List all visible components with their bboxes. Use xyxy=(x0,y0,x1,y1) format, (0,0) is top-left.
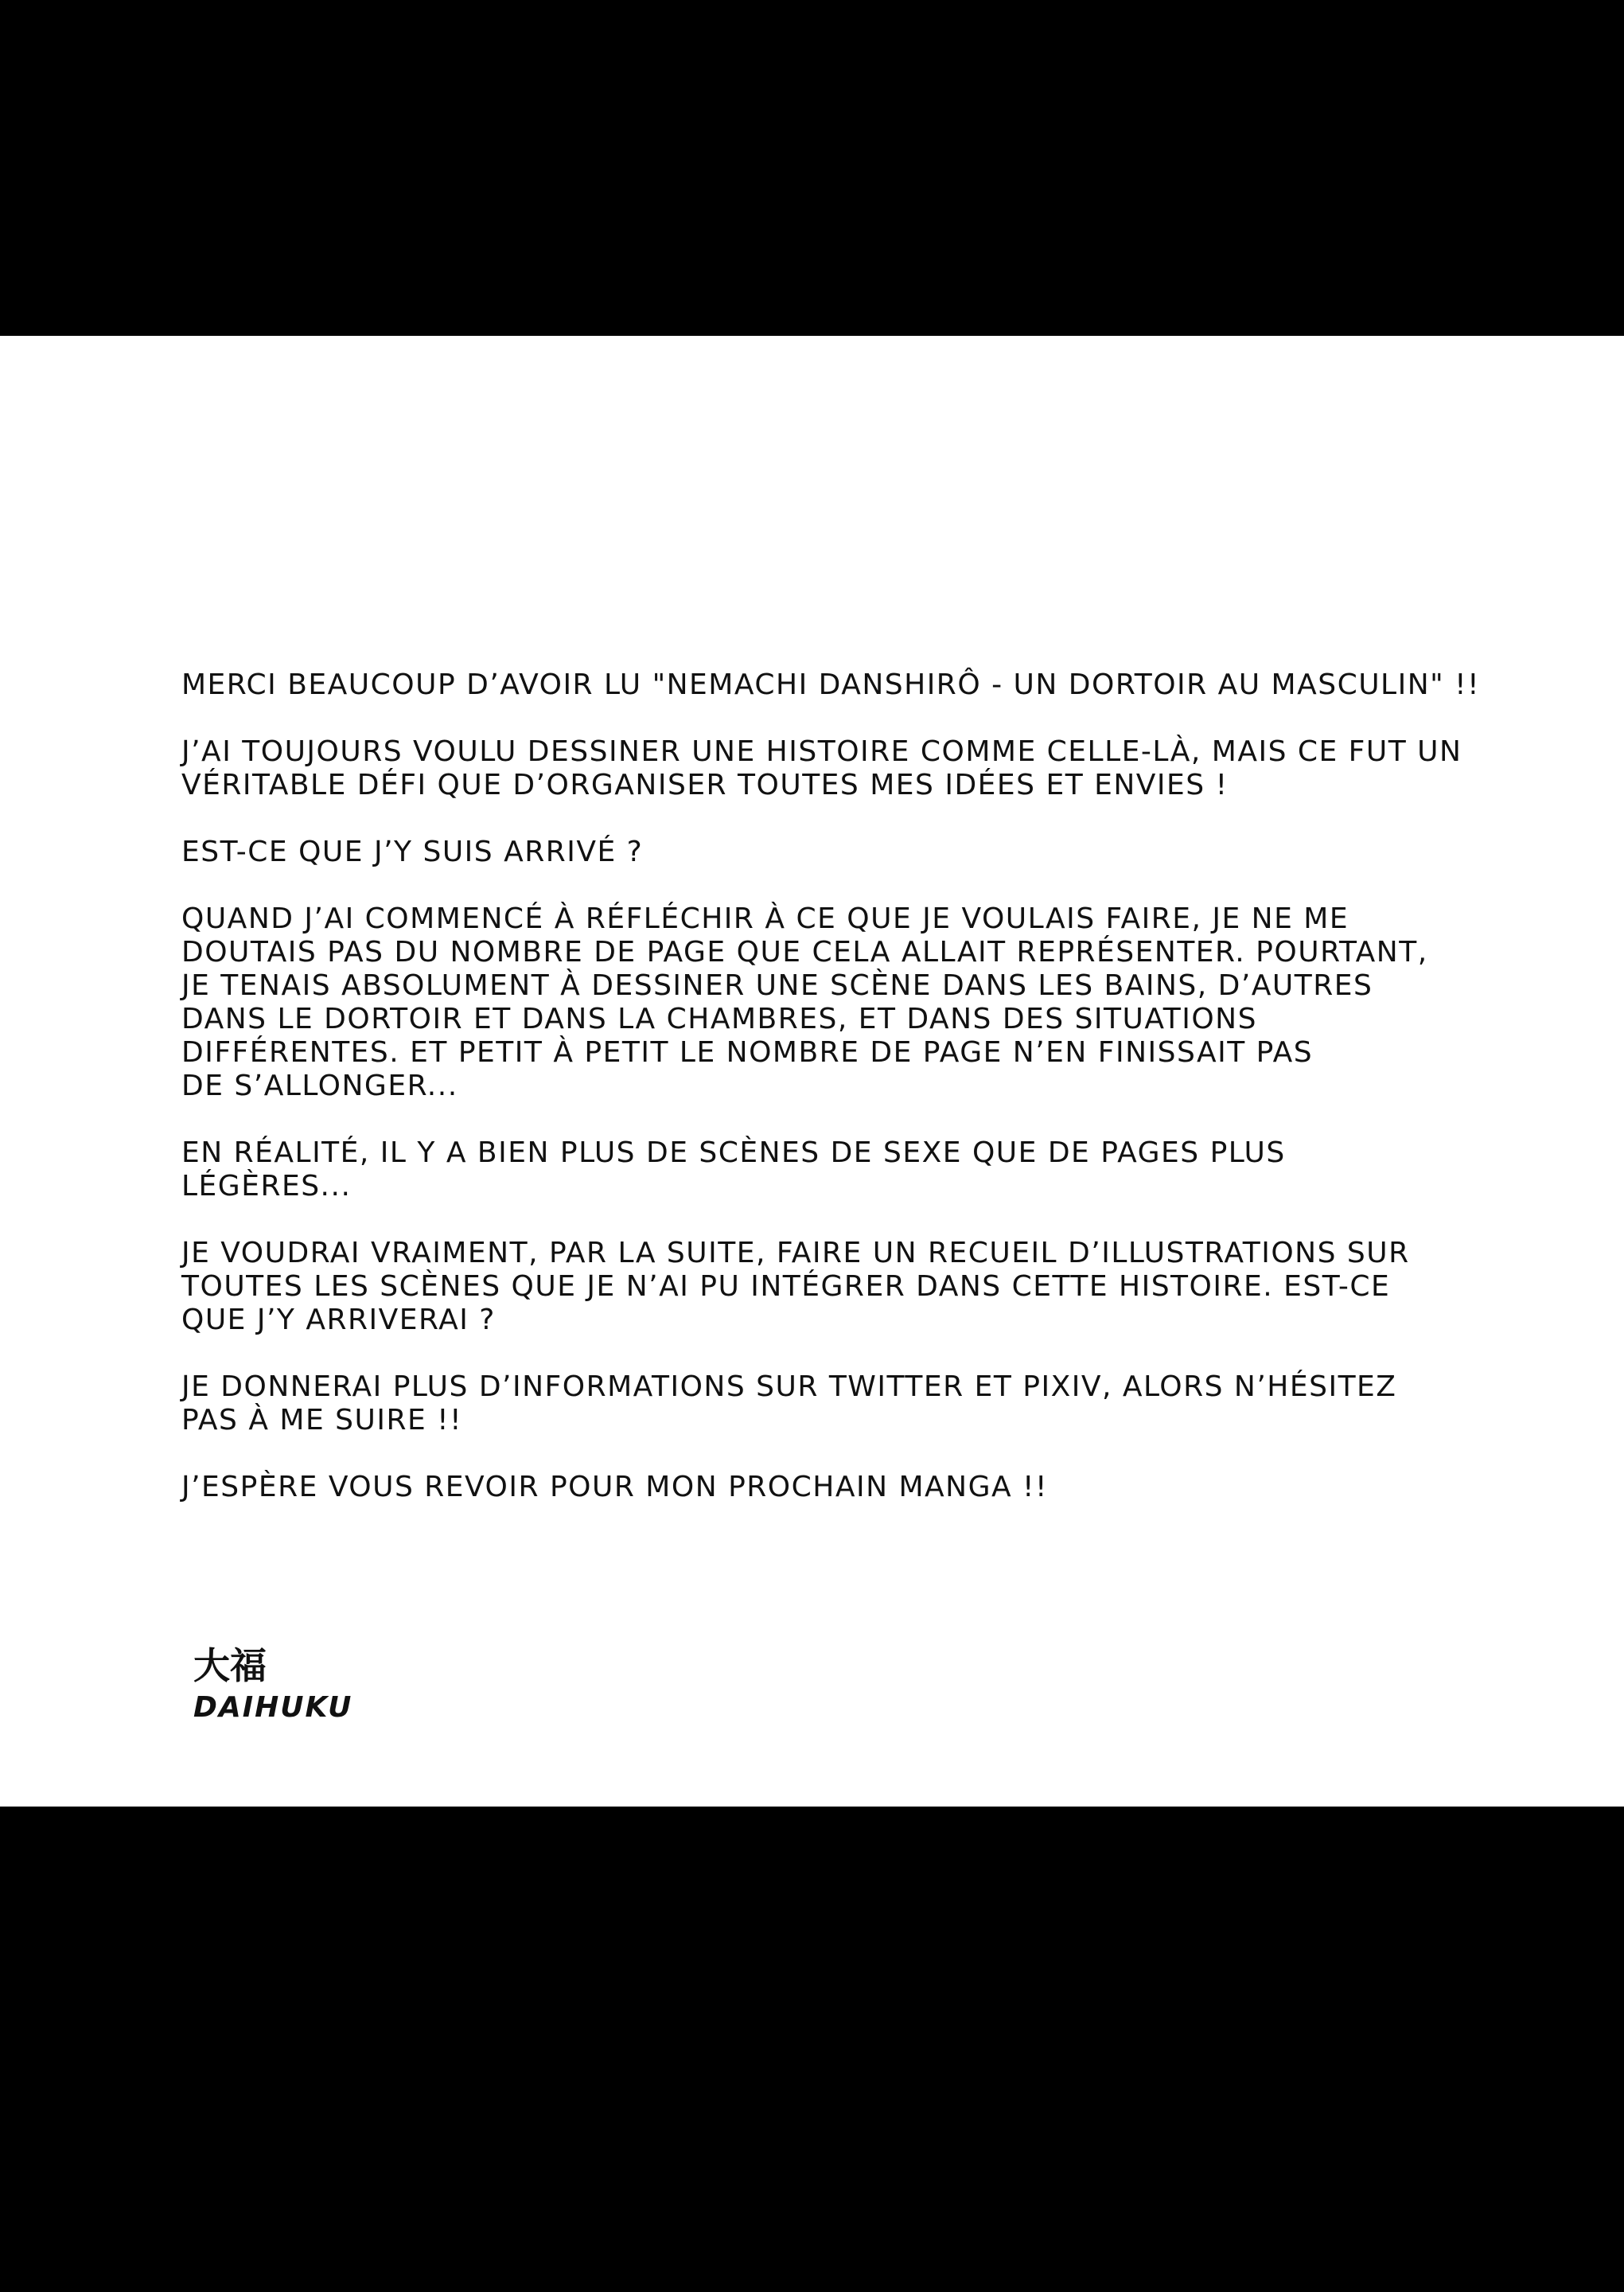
top-black-band xyxy=(0,0,1624,336)
paragraph-closing xyxy=(181,1471,1534,1504)
text-line: DANS LE DORTOIR ET DANS LA CHAMBRES, ET DANS DES SITUATIONS xyxy=(181,1003,1257,1035)
paragraph-illustration-collection xyxy=(181,1237,1534,1337)
text-line: QUAND J’AI COMMENCÉ À RÉFLÉCHIR À CE QUE JE VOULAIS FAIRE, JE NE ME xyxy=(181,902,1349,935)
text-line: J’ESPÈRE VOUS REVOIR POUR MON PROCHAIN MANGA !! xyxy=(181,1471,1048,1503)
paragraph-social-media xyxy=(181,1370,1534,1437)
paragraph-always-wanted xyxy=(181,735,1534,802)
bottom-black-band xyxy=(0,1807,1624,2292)
text-line: DE S’ALLONGER... xyxy=(181,1070,458,1102)
text-line: LÉGÈRES... xyxy=(181,1170,352,1203)
text-line: EST-CE QUE J’Y SUIS ARRIVÉ ? xyxy=(181,836,644,868)
text-line: PAS À ME SUIRE !! xyxy=(181,1404,463,1436)
text-line: TOUTES LES SCÈNES QUE JE N’AI PU INTÉGRER DANS CETTE HISTOIRE. EST-CE xyxy=(181,1270,1391,1303)
paragraph-in-reality xyxy=(181,1136,1534,1203)
text-line: JE TENAIS ABSOLUMENT À DESSINER UNE SCÈNE DANS LES BAINS, D’AUTRES xyxy=(181,969,1373,1002)
text-line: VÉRITABLE DÉFI QUE D’ORGANISER TOUTES MES IDÉES ET ENVIES ! xyxy=(181,769,1229,801)
text-line: J’AI TOUJOURS VOULU DESSINER UNE HISTOIRE COMME CELLE-LÀ, MAIS CE FUT UN xyxy=(181,735,1462,768)
afterword-page xyxy=(0,336,1624,1807)
text-line: MERCI BEAUCOUP D’AVOIR LU "NEMACHI DANSHIRÔ - UN DORTOIR AU MASCULIN" !! xyxy=(181,668,1481,701)
paragraph-thanks xyxy=(181,668,1534,702)
text-line: QUE J’Y ARRIVERAI ? xyxy=(181,1304,496,1336)
text-line: DIFFÉRENTES. ET PETIT À PETIT LE NOMBRE DE PAGE N’EN FINISSAIT PAS xyxy=(181,1036,1314,1069)
paragraph-page-count xyxy=(181,902,1534,1103)
signature-romaji: DAIHUKU xyxy=(193,1691,353,1724)
text-line: JE DONNERAI PLUS D’INFORMATIONS SUR TWITTER ET PIXIV, ALORS N’HÉSITEZ xyxy=(181,1370,1397,1403)
paragraph-question xyxy=(181,836,1534,869)
text-line: DOUTAIS PAS DU NOMBRE DE PAGE QUE CELA ALLAIT REPRÉSENTER. POURTANT, xyxy=(181,936,1428,969)
text-line: JE VOUDRAI VRAIMENT, PAR LA SUITE, FAIRE UN RECUEIL D’ILLUSTRATIONS SUR xyxy=(181,1237,1410,1269)
author-signature xyxy=(193,1643,352,1727)
afterword-letter xyxy=(181,668,1534,1538)
signature-kanji: 大福 xyxy=(193,1644,267,1687)
text-line: EN RÉALITÉ, IL Y A BIEN PLUS DE SCÈNES DE SEXE QUE DE PAGES PLUS xyxy=(181,1136,1286,1169)
